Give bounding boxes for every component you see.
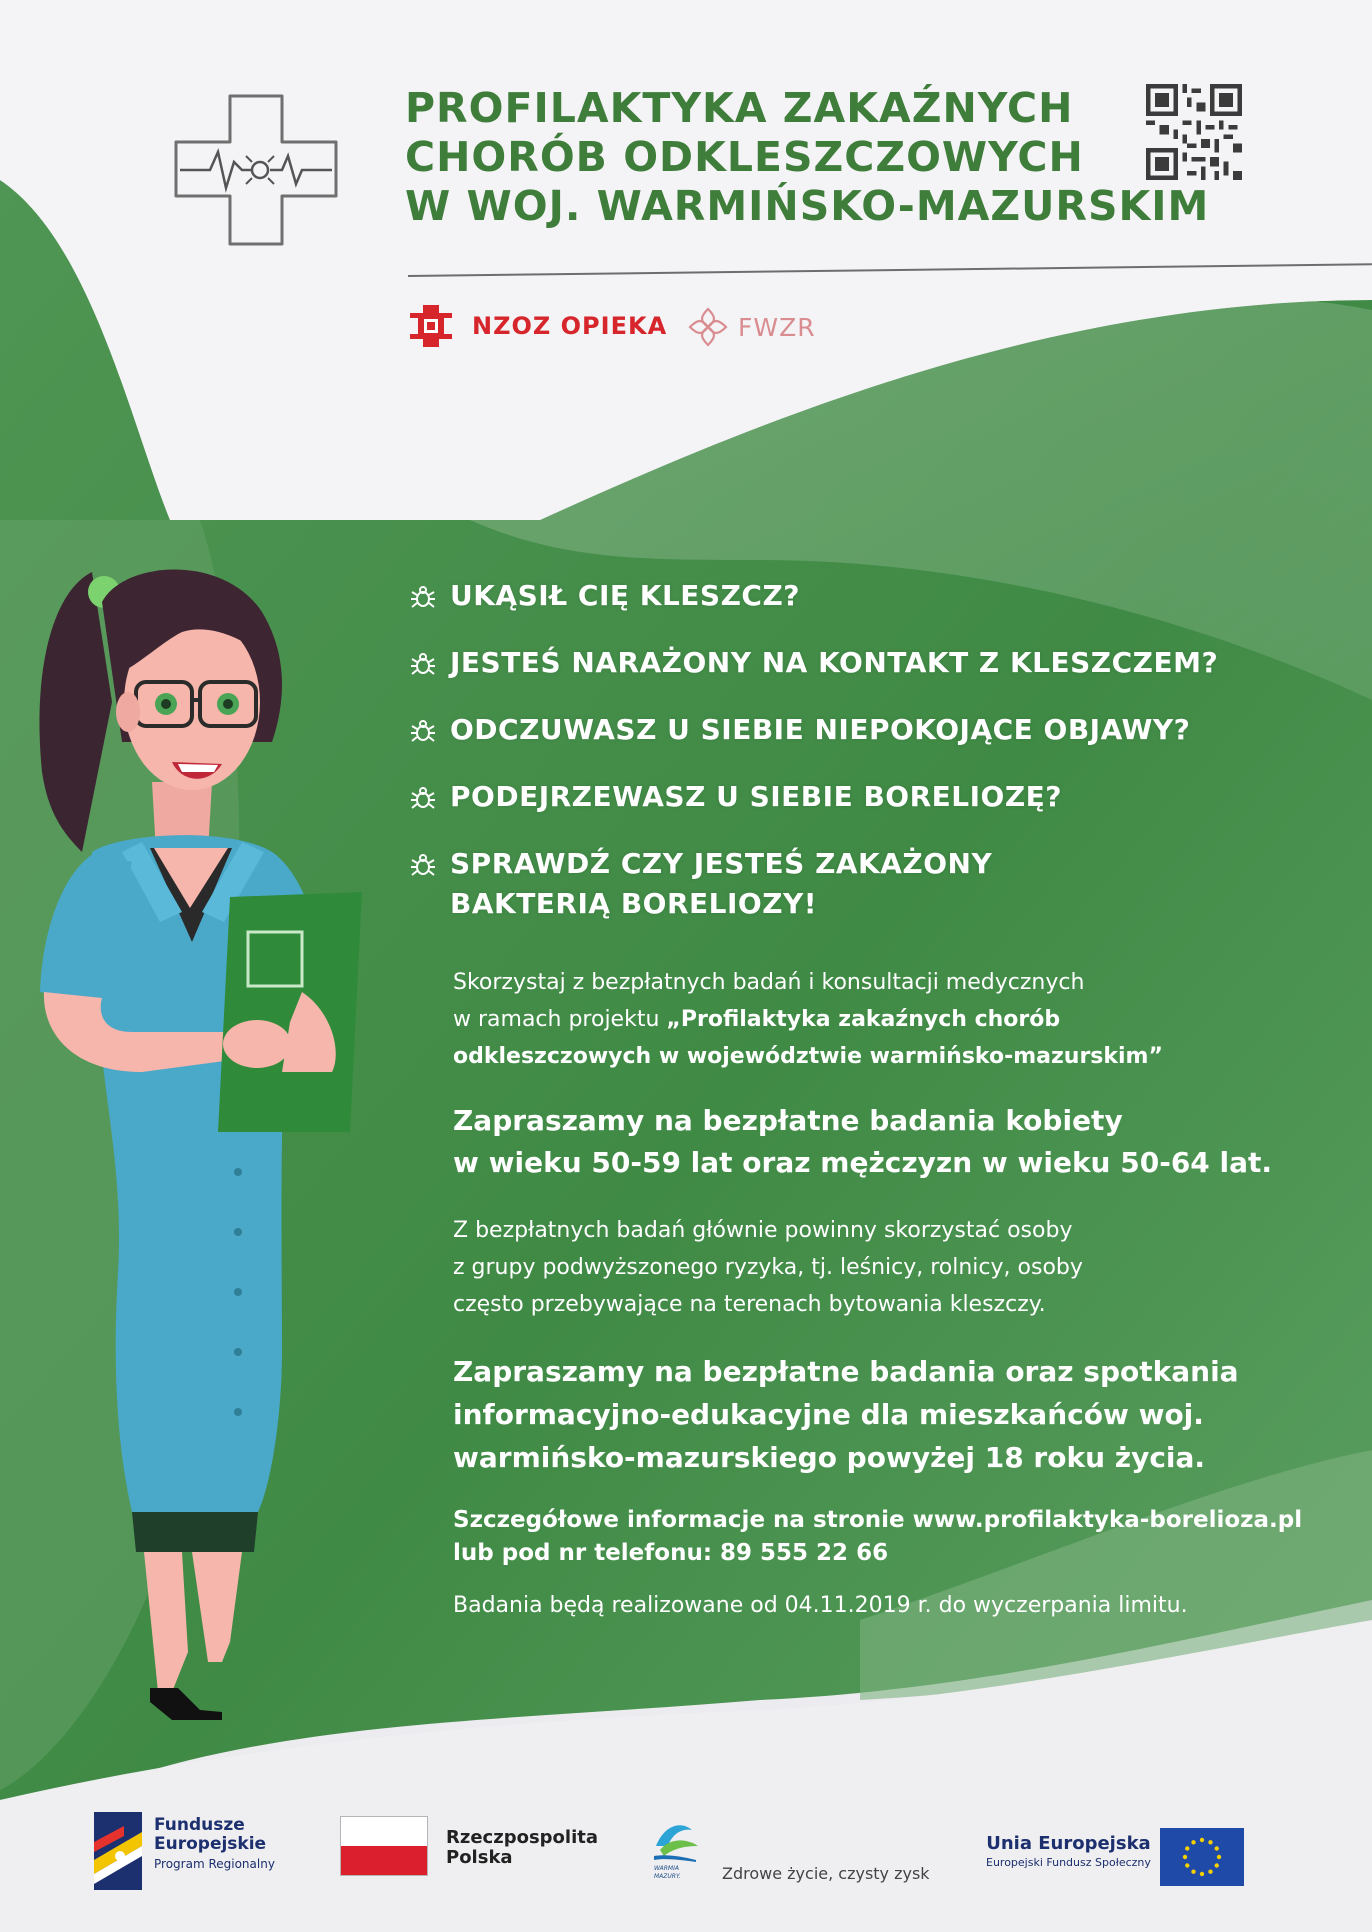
- age-invitation-line: w wieku 50-59 lat oraz mężczyzn w wieku 50-64 lat.: [453, 1146, 1273, 1179]
- eu-flag-icon: [1160, 1828, 1244, 1886]
- schedule-note: Badania będą realizowane od 04.11.2019 r. do wyczerpania limitu.: [453, 1593, 1188, 1618]
- nurse-illustration: [32, 552, 372, 1722]
- polish-flag-icon: [340, 1816, 428, 1876]
- eu-star-icon: [1200, 1838, 1204, 1842]
- eu-star-icon: [1215, 1846, 1219, 1850]
- fundusze-europejskie-logo-icon: [94, 1812, 142, 1890]
- project-name-cont: odkleszczowych w województwie warmińsko-mazurskim”: [453, 1044, 1163, 1069]
- contact-phone: lub pod nr telefonu: 89 555 22 66: [453, 1540, 889, 1566]
- question-item: [410, 643, 1218, 683]
- eu-star-icon: [1200, 1872, 1204, 1876]
- rp-line: Rzeczpospolita: [446, 1827, 598, 1848]
- contact-info: [453, 1504, 1333, 1570]
- ue-line: Unia Europejska: [986, 1833, 1151, 1854]
- question-item: [410, 777, 1062, 817]
- contact-website: Szczegółowe informacje na stronie www.profilaktyka-borelioza.pl: [453, 1507, 1303, 1533]
- eu-star-icon: [1183, 1855, 1187, 1859]
- eu-star-icon: [1208, 1840, 1212, 1844]
- eu-star-icon: [1191, 1840, 1195, 1844]
- education-invitation-line: informacyjno-edukacyjne dla mieszkańców woj.: [453, 1398, 1204, 1431]
- question-text: PODEJRZEWASZ U SIEBIE BORELIOZĘ?: [450, 780, 1063, 813]
- risk-group-paragraph: [453, 1212, 1253, 1323]
- intro-paragraph: [453, 964, 1253, 1075]
- question-text: ODCZUWASZ U SIEBIE NIEPOKOJĄCE OBJAWY?: [450, 713, 1191, 746]
- title-line: PROFILAKTYKA ZAKAŹNYCH: [405, 84, 1074, 132]
- intro-line-prefix: w ramach projektu: [453, 1007, 667, 1032]
- question-text: JESTEŚ NARAŻONY NA KONTAKT Z KLESZCZEM?: [450, 646, 1219, 679]
- question-text: UKĄSIŁ CIĘ KLESZCZ?: [450, 579, 800, 612]
- title-line: W WOJ. WARMIŃSKO-MAZURSKIM: [405, 182, 1210, 230]
- education-invitation: [453, 1350, 1313, 1479]
- rzeczpospolita-text: [446, 1828, 598, 1868]
- tick-bullet-icon: [410, 718, 436, 744]
- education-invitation-line: Zapraszamy na bezpłatne badania oraz spotkania: [453, 1355, 1239, 1388]
- eu-star-icon: [1208, 1870, 1212, 1874]
- risk-group-line: często przebywające na terenach bytowania kleszczy.: [453, 1292, 1046, 1317]
- eu-star-icon: [1185, 1863, 1189, 1867]
- warmia-mazury-logo-icon: [650, 1816, 704, 1880]
- partner-nzoz-opieka: [408, 303, 667, 349]
- nzoz-label: NZOZ OPIEKA: [472, 312, 668, 340]
- question-text: SPRAWDŹ CZY JESTEŚ ZAKAŻONY BAKTERIĄ BORELIOZY!: [450, 847, 993, 920]
- fe-subline: Program Regionalny: [154, 1857, 275, 1871]
- poster-title: [405, 84, 1265, 231]
- warmia-mazury-slogan: Zdrowe życie, czysty zysk: [722, 1864, 930, 1883]
- eu-star-icon: [1185, 1846, 1189, 1850]
- age-invitation: [453, 1100, 1313, 1184]
- eu-star-icon: [1217, 1855, 1221, 1859]
- intro-line: [453, 1001, 1253, 1038]
- wm-logo-line: WARMIA: [654, 1865, 679, 1872]
- fwzr-logo-icon: [686, 305, 730, 349]
- risk-group-line: Z bezpłatnych badań głównie powinny skorzystać osoby: [453, 1218, 1073, 1243]
- age-invitation-line: Zapraszamy na bezpłatne badania kobiety: [453, 1104, 1123, 1137]
- footer-logos: [0, 1800, 1372, 1932]
- tick-bullet-icon: [410, 651, 436, 677]
- unia-europejska-text: [986, 1834, 1151, 1872]
- project-name: „Profilaktyka zakaźnych chorób: [666, 1007, 1061, 1032]
- fwzr-label: FWZR: [738, 312, 816, 342]
- risk-group-line: z grupy podwyższonego ryzyka, tj. leśnicy, rolnicy, osoby: [453, 1255, 1083, 1280]
- fe-line: Fundusze: [154, 1815, 245, 1835]
- fe-line: Europejskie: [154, 1834, 267, 1854]
- tick-bullet-icon: [410, 785, 436, 811]
- qr-code-icon: [1146, 84, 1242, 180]
- question-item: [410, 710, 1190, 750]
- medical-cross-logo: [172, 92, 340, 248]
- ue-subline: Europejski Fundusz Społeczny: [986, 1856, 1151, 1869]
- partner-fwzr: [686, 305, 816, 349]
- question-item: [410, 844, 1110, 924]
- wm-logo-line: MAZURY.: [654, 1873, 681, 1880]
- eu-star-icon: [1215, 1863, 1219, 1867]
- nzoz-logo-icon: [408, 303, 454, 349]
- tick-bullet-icon: [410, 852, 436, 878]
- rp-line: Polska: [446, 1847, 513, 1868]
- title-line: CHORÓB ODKLESZCZOWYCH: [405, 133, 1084, 181]
- education-invitation-line: warmińsko-mazurskiego powyżej 18 roku życia.: [453, 1441, 1206, 1474]
- fundusze-europejskie-text: [154, 1816, 275, 1874]
- question-item: [410, 576, 800, 616]
- eu-star-icon: [1191, 1870, 1195, 1874]
- intro-line: Skorzystaj z bezpłatnych badań i konsultacji medycznych: [453, 970, 1085, 995]
- tick-bullet-icon: [410, 584, 436, 610]
